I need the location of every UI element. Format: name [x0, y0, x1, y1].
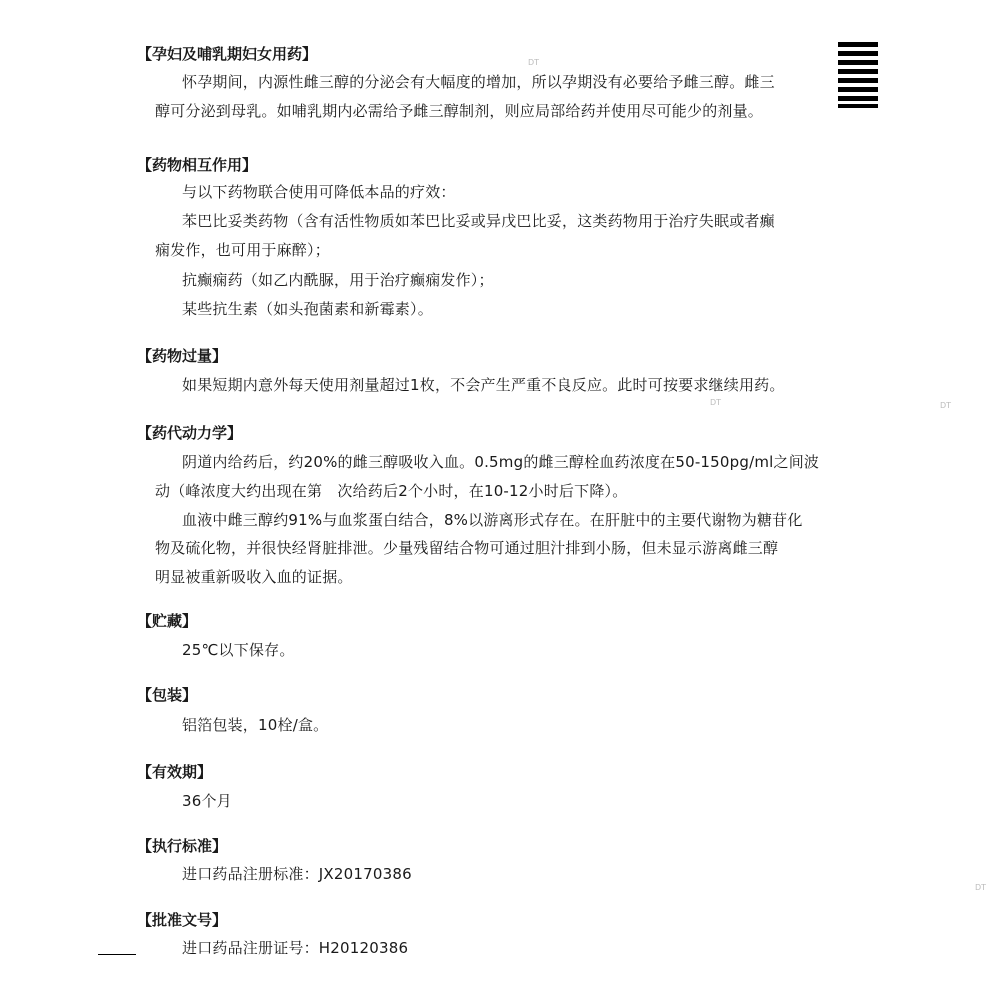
interactions-line: 痫发作，也可用于麻醉）；	[155, 241, 330, 259]
section-heading-approval: 【批准文号】	[137, 911, 228, 929]
shelf-life-line: 36个月	[182, 792, 232, 810]
section-heading-storage: 【贮藏】	[137, 612, 198, 630]
watermark-dt: DT	[710, 398, 722, 407]
watermark-dt: DT	[940, 401, 952, 410]
overdose-line: 如果短期内意外每天使用剂量超过1枚，不会产生严重不良反应。此时可按要求继续用药。	[182, 376, 785, 394]
watermark-dt: DT	[528, 58, 540, 67]
section-heading-pregnancy: 【孕妇及哺乳期妇女用药】	[137, 45, 318, 63]
approval-line: 进口药品注册证号：H20120386	[182, 939, 409, 957]
pharmacokinetics-line: 物及硫化物，并很快经肾脏排泄。少量残留结合物可通过胆汁排到小肠，但未显示游离雌三醇	[155, 539, 779, 557]
watermark-dt: DT	[975, 883, 987, 892]
standard-line: 进口药品注册标准：JX20170386	[182, 865, 412, 883]
packaging-line: 铝箔包装，10栓/盒。	[182, 716, 329, 734]
pregnancy-line: 怀孕期间，内源性雌三醇的分泌会有大幅度的增加，所以孕期没有必要给予雌三醇。雌三	[182, 73, 775, 91]
interactions-line: 抗癫痫药（如乙内酰脲，用于治疗癫痫发作）；	[182, 271, 494, 289]
section-heading-overdose: 【药物过量】	[137, 347, 228, 365]
pharmacokinetics-line: 血液中雌三醇约91%与血浆蛋白结合，8%以游离形式存在。在肝脏中的主要代谢物为糖苷化	[182, 511, 803, 529]
section-heading-standard: 【执行标准】	[137, 837, 228, 855]
section-heading-pharmacokinetics: 【药代动力学】	[137, 424, 243, 442]
pregnancy-line: 醇可分泌到母乳。如哺乳期内必需给予雌三醇制剂，则应局部给药并使用尽可能少的剂量。	[155, 102, 764, 120]
interactions-line: 某些抗生素（如头孢菌素和新霉素）。	[182, 300, 433, 318]
storage-line: 25℃以下保存。	[182, 641, 295, 659]
interactions-line: 与以下药物联合使用可降低本品的疗效：	[182, 183, 456, 201]
interactions-line: 苯巴比妥类药物（含有活性物质如苯巴比妥或异戊巴比妥，这类药物用于治疗失眠或者癫	[182, 212, 775, 230]
section-heading-shelf-life: 【有效期】	[137, 763, 213, 781]
section-heading-interactions: 【药物相互作用】	[137, 156, 258, 174]
barcode-mark	[838, 42, 878, 108]
pharmacokinetics-line: 动（峰浓度大约出现在第 次给药后2个小时，在10-12小时后下降）。	[155, 482, 628, 500]
pharmacokinetics-line: 阴道内给药后，约20%的雌三醇吸收入血。0.5mg的雌三醇栓血药浓度在50-150pg/ml之间波	[182, 453, 820, 471]
bottom-rule	[98, 954, 136, 955]
pharmacokinetics-line: 明显被重新吸收入血的证据。	[155, 568, 353, 586]
section-heading-packaging: 【包装】	[137, 686, 198, 704]
